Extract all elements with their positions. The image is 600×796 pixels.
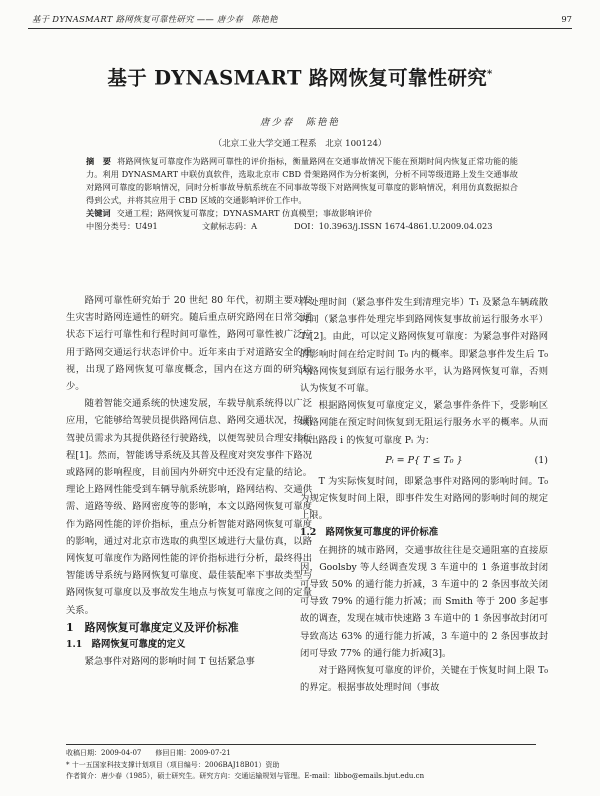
footnote-dates: 收稿日期：2009-04-07 修回日期：2009-07-21 <box>66 749 231 757</box>
threshold-paragraph: 对于路网恢复可靠度的评价，关键在于恢复时间上限 T₀ 的界定。根据事故处理时间（事故 <box>300 665 548 694</box>
authors: 唐少春 陈艳艳 <box>260 117 340 128</box>
footnote-funding: * 十一五国家科技支撑计划项目（项目编号：2006BAJ18B01）资助 <box>66 760 280 769</box>
equation-1-body: Pᵢ = P{ T ≤ T₀ } <box>385 454 463 466</box>
title-footnote-marker: * <box>487 69 493 80</box>
running-head <box>28 12 572 29</box>
equation-1 <box>300 449 548 473</box>
left-column <box>66 292 312 670</box>
definition-paragraph: 件处理时间（紧急事件发生到清理完毕）T₁ 及紧急车辆疏散时间（紧急事件处理完毕到路网恢复事故前运行服务水平）T₂[2]。由此，可以定义路网恢复可靠度：为紧急事件对路网的影响时间在给定时间 T₀ 内的概率。即紧急事件发生后 T₀ 内路网恢复到原有运行服务水平，认为路网恢复可靠，否则认为恢复不可靠。 <box>300 297 548 395</box>
abstract-text: 将路网恢复可靠度作为路网可靠性的评价指标，衡量路网在交通事故情况下能在预期时间内恢复正常功能的能力。利用 DYNASMART 中联仿真软件，选取北京市 CBD 骨架路网作为分析案例，分析不同等级道路上发生交通事故对路网可靠度的影响情况，同时分析事故导航系统在不同事故等级下对路网恢复可靠度的影响情况，利用仿真数据拟合得到公式，并将其应用于 CBD 区域的交通影响评价工作中。 <box>86 156 518 205</box>
page-number: 97 <box>561 14 572 24</box>
equation-explanation: T 为实际恢复时间，即紧急事件对路网的影响时间。T₀ 为规定恢复时间上限，即事件发生对路网的影响时间的规定上限。 <box>300 475 548 522</box>
paper-title-text: 基于 DYNASMART 路网恢复可靠性研究 <box>107 66 488 90</box>
evaluation-paragraph: 在拥挤的城市路网，交通事故往往是交通阻塞的直接原因，Goolsby 等人经调查发现 3 车道中的 1 条道事故封闭可导致 50% 的通行能力折减，3 车道中的 2 条因事故关闭可导致 79% 的通行能力折减；而 Smith 等于 200 多起事故的调查，发现在城市快速路 3 车道中的 1 条因事故封闭可导致高达 63% 的通行能力折减，3 车道中的 2 条因事故封闭可导致 77% 的通行能力折减[3]。 <box>300 544 548 659</box>
abstract <box>86 155 518 207</box>
running-head-title: 基于 DYNASMART 路网恢复可靠性研究 —— 唐少春 陈艳艳 <box>32 14 278 24</box>
section-heading-1: 1 路网恢复可靠度定义及评价标准 <box>66 620 239 634</box>
doi-issn: DOI：10.3963/j.ISSN 1674-4861.U.2009.04.023 <box>294 221 493 231</box>
section-1-1-paragraph: 紧急事件对路网的影响时间 T 包括紧急事 <box>84 656 255 668</box>
right-column <box>300 294 548 696</box>
clc-number: 中图分类号：U491 <box>86 221 158 231</box>
abstract-label: 摘 要 <box>86 156 112 166</box>
classification-row <box>86 220 518 233</box>
intro-paragraph-2: 随着智能交通系统的快速发展，车载导航系统得以广泛应用，它能够给驾驶员提供路网信息、路网交通状况，按照驾驶员需求为其提供路径行驶路线，以便驾驶员合理安排行程[1]。然而，智能诱导系统及其普及程度对突发事件下路况或路网的影响程度，目前国内外研究中还没有定量的结论。理论上路网性能受到车辆导航系统影响，路网结构、交通供需、道路等级、路网密度等的影响，本文以路网恢复可靠度作为路网性能的评价指标，重点分析智能对路网恢复可靠度的影响，通过对北京市选取的典型区域进行大量仿真，以路网恢复可靠度作为路网性能的评价指标进行分析，最终得出智能诱导系统与路网恢复可靠度、最佳装配率下事故类型与路网恢复可靠度以及事故发生地点与恢复可靠度之间的定量关系。 <box>66 398 312 616</box>
subsection-heading-1-2: 1.2 路网恢复可靠度的评价标准 <box>300 527 439 539</box>
footnote-author: 作者简介：唐少春（1985），硕士研究生。研究方向：交通运输规划与管理。E-mail：libbo@emails.bjut.edu.cn <box>66 772 425 780</box>
affiliation: （北京工业大学交通工程系 北京 100124） <box>213 139 387 149</box>
equation-1-number: (1) <box>534 454 548 466</box>
abstract-block <box>86 155 518 233</box>
intro-paragraph-1: 路网可靠性研究始于 20 世纪 80 年代，初期主要对发生灾害时路网连通性的研究。随后重点研究路网在日常交通状态下运行可靠性和行程时间可靠性，路网可靠性被广泛应用于路网交通运行状态评价中。近年来由于对道路安全的重视，出现了路网恢复可靠度概念，国内在这方面的研究较少。 <box>66 295 312 393</box>
keywords <box>86 207 518 220</box>
keywords-text: 交通工程；路网恢复可靠度；DYNASMART 仿真模型；事故影响评价 <box>116 208 373 218</box>
document-code: 文献标志码：A <box>202 221 258 231</box>
keywords-label: 关键词 <box>86 208 111 218</box>
reliability-paragraph: 根据路网恢复可靠度定义，紧急事件条件下，受影响区域路网能在预定时间恢复到无阻运行服务水平的概率。从而得出路段 i 的恢复可靠度 Pᵢ 为： <box>300 400 548 446</box>
subsection-heading-1-1: 1.1 路网恢复可靠度的定义 <box>66 639 186 651</box>
footnotes <box>66 744 536 783</box>
paper-title <box>0 62 600 92</box>
